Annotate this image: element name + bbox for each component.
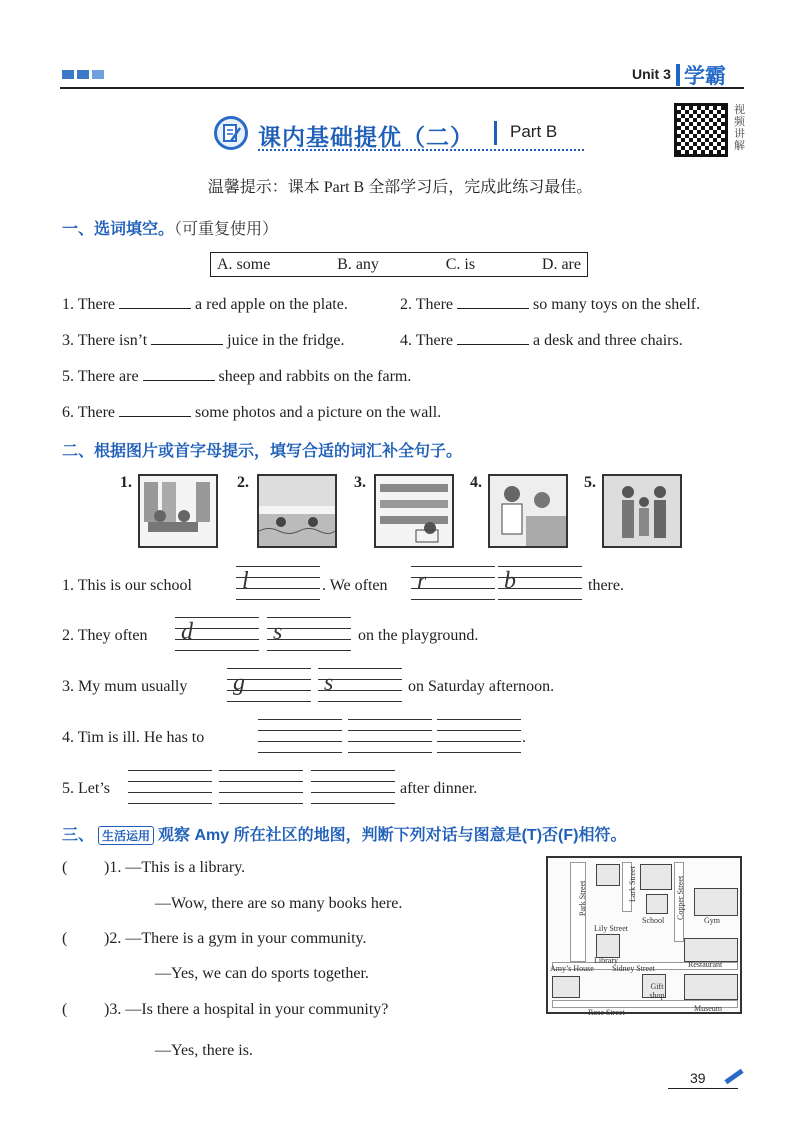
tip-text: 温馨提示：课本 Part B 全部学习后，完成此练习最佳。 bbox=[207, 179, 593, 196]
section-3-prefix: 三、 bbox=[62, 827, 95, 844]
q-post: juice in the fridge. bbox=[227, 332, 345, 349]
letter-hint: l bbox=[242, 568, 249, 594]
answer-blank[interactable] bbox=[151, 331, 223, 345]
qr-label: 视频讲解 bbox=[734, 104, 745, 152]
pencil-note-icon bbox=[214, 116, 248, 150]
dialogue-3-question: )3. —Is there a hospital in your community? bbox=[104, 1001, 389, 1018]
community-map bbox=[546, 856, 742, 1017]
question-1-5 bbox=[62, 367, 411, 386]
q-pre: 3. There isn’t bbox=[62, 332, 148, 349]
letter-hint: s bbox=[324, 670, 334, 696]
library-building bbox=[596, 934, 620, 958]
picture-supermarket bbox=[374, 474, 454, 548]
writing-lines[interactable] bbox=[258, 719, 342, 753]
dialogue-1-answer: —Wow, there are so many books here. bbox=[155, 895, 403, 912]
gym-building bbox=[694, 888, 738, 916]
q-post: so many toys on the shelf. bbox=[533, 296, 701, 313]
section-1-heading bbox=[62, 216, 278, 239]
letter-hint: g bbox=[233, 670, 245, 696]
section-3-heading bbox=[62, 822, 626, 845]
option-d: D. are bbox=[541, 255, 581, 273]
answer-blank[interactable] bbox=[143, 367, 215, 381]
writing-lines[interactable] bbox=[311, 770, 395, 804]
house-building bbox=[552, 976, 580, 998]
answer-paren[interactable]: ( bbox=[62, 1001, 68, 1018]
section-2-heading: 二、根据图片或首字母提示，填写合适的词汇补全句子。 bbox=[62, 443, 463, 460]
page-subtitle: Part B bbox=[510, 122, 558, 141]
answer-blank[interactable] bbox=[457, 331, 529, 345]
question-1-6 bbox=[62, 403, 441, 422]
question-1-3 bbox=[62, 331, 344, 350]
answer-paren[interactable]: ( bbox=[62, 859, 68, 876]
street-label: Copper Street bbox=[676, 875, 685, 920]
q-pre: 6. There bbox=[62, 404, 116, 421]
title-underline bbox=[258, 149, 584, 151]
dialogue-3-answer: —Yes, there is. bbox=[155, 1042, 253, 1059]
life-application-tag: 生活运用 bbox=[98, 826, 154, 845]
building bbox=[640, 864, 672, 890]
option-c: C. is bbox=[445, 255, 476, 273]
sentence-2-3-pre: 3. My mum usually bbox=[62, 678, 188, 695]
picture-number: 2. bbox=[237, 474, 249, 491]
dialogue-2-answer: —Yes, we can do sports together. bbox=[155, 965, 369, 982]
question-1-1 bbox=[62, 295, 348, 314]
sentence-2-1-mid: . We often bbox=[322, 577, 388, 594]
building bbox=[596, 864, 620, 886]
map-label-gift-shop: Gift shop bbox=[649, 982, 665, 1000]
q-pre: 4. There bbox=[400, 332, 454, 349]
header-decoration bbox=[62, 70, 104, 79]
street-label: Lily Street bbox=[594, 924, 628, 933]
picture-number: 4. bbox=[470, 474, 482, 491]
sentence-2-3-post: on Saturday afternoon. bbox=[408, 678, 555, 695]
school-building bbox=[646, 894, 668, 914]
page-title: 课内基础提优（二） bbox=[258, 124, 474, 150]
writing-lines[interactable] bbox=[227, 668, 311, 702]
option-b: B. any bbox=[337, 255, 379, 273]
map-label-school: School bbox=[642, 916, 665, 925]
answer-blank[interactable] bbox=[119, 403, 191, 417]
picture-number: 1. bbox=[120, 474, 132, 491]
street-label: Sidney Street bbox=[612, 964, 655, 973]
page-number: 39 bbox=[690, 1070, 706, 1086]
q-post: a red apple on the plate. bbox=[195, 296, 348, 313]
title-divider bbox=[494, 121, 497, 145]
writing-lines[interactable] bbox=[236, 566, 320, 600]
street-label: Lark Street bbox=[628, 866, 637, 902]
answer-blank[interactable] bbox=[119, 295, 191, 309]
sentence-2-1-pre: 1. This is our school bbox=[62, 577, 192, 594]
writing-lines[interactable] bbox=[498, 566, 582, 600]
picture-doctor bbox=[488, 474, 568, 548]
dialogue-1-question: )1. —This is a library. bbox=[104, 859, 246, 876]
answer-paren[interactable]: ( bbox=[62, 930, 68, 947]
street-label: Park Street bbox=[578, 880, 587, 916]
writing-lines[interactable] bbox=[128, 770, 212, 804]
sentence-2-2-pre: 2. They often bbox=[62, 627, 148, 644]
sentence-2-5-pre: 5. Let’s bbox=[62, 780, 110, 797]
brand-logo: 学霸 bbox=[684, 65, 726, 88]
q-post: a desk and three chairs. bbox=[533, 332, 683, 349]
writing-lines[interactable] bbox=[348, 719, 432, 753]
unit-label: Unit 3 bbox=[632, 66, 671, 82]
q-pre: 1. There bbox=[62, 296, 116, 313]
pencil-icon bbox=[724, 1069, 743, 1085]
section-1-note: （可重复使用） bbox=[174, 221, 279, 238]
sentence-2-5-post: after dinner. bbox=[400, 780, 478, 797]
writing-lines[interactable] bbox=[437, 719, 521, 753]
footer-rule bbox=[668, 1088, 738, 1089]
word-options-box bbox=[210, 252, 588, 277]
brand-divider bbox=[676, 64, 680, 86]
section-1-title: 一、选词填空。 bbox=[62, 221, 175, 238]
q-post: sheep and rabbits on the farm. bbox=[218, 368, 412, 385]
picture-number: 3. bbox=[354, 474, 366, 491]
letter-hint: s bbox=[273, 619, 283, 645]
sentence-2-2-post: on the playground. bbox=[358, 627, 479, 644]
q-pre: 5. There are bbox=[62, 368, 139, 385]
sentence-2-4-post: . bbox=[522, 729, 526, 746]
picture-number: 5. bbox=[584, 474, 596, 491]
map-label-library: Library bbox=[594, 956, 618, 965]
section-3-title: 观察 Amy 所在社区的地图，判断下列对话与图意是(T)否(F)相符。 bbox=[158, 827, 627, 844]
question-1-2 bbox=[400, 295, 700, 314]
map-label-amys-house: Amy’s House bbox=[550, 964, 594, 973]
letter-hint: r bbox=[417, 568, 427, 594]
museum-building bbox=[684, 974, 738, 1000]
letter-hint: b bbox=[504, 568, 516, 594]
q-post: some photos and a picture on the wall. bbox=[195, 404, 442, 421]
writing-lines[interactable] bbox=[318, 668, 402, 702]
map-label-restaurant: Restaurant bbox=[688, 960, 723, 969]
qr-code[interactable] bbox=[674, 103, 728, 157]
header-rule bbox=[60, 87, 744, 89]
q-pre: 2. There bbox=[400, 296, 454, 313]
picture-library bbox=[138, 474, 218, 548]
question-1-4 bbox=[400, 331, 683, 350]
sentence-2-1-post: there. bbox=[588, 577, 624, 594]
answer-blank[interactable] bbox=[457, 295, 529, 309]
street-label: Rose Street bbox=[588, 1008, 625, 1017]
writing-lines[interactable] bbox=[411, 566, 495, 600]
picture-family-walk bbox=[602, 474, 682, 548]
picture-swimming bbox=[257, 474, 337, 548]
map-label-museum: Museum bbox=[694, 1004, 722, 1013]
writing-lines[interactable] bbox=[219, 770, 303, 804]
option-a: A. some bbox=[217, 255, 271, 273]
letter-hint: d bbox=[181, 619, 193, 645]
restaurant-building bbox=[684, 938, 738, 962]
map-label-gym: Gym bbox=[704, 916, 720, 925]
writing-lines[interactable] bbox=[267, 617, 351, 651]
dialogue-2-question: )2. —There is a gym in your community. bbox=[104, 930, 367, 947]
writing-lines[interactable] bbox=[175, 617, 259, 651]
sentence-2-4-pre: 4. Tim is ill. He has to bbox=[62, 729, 205, 746]
